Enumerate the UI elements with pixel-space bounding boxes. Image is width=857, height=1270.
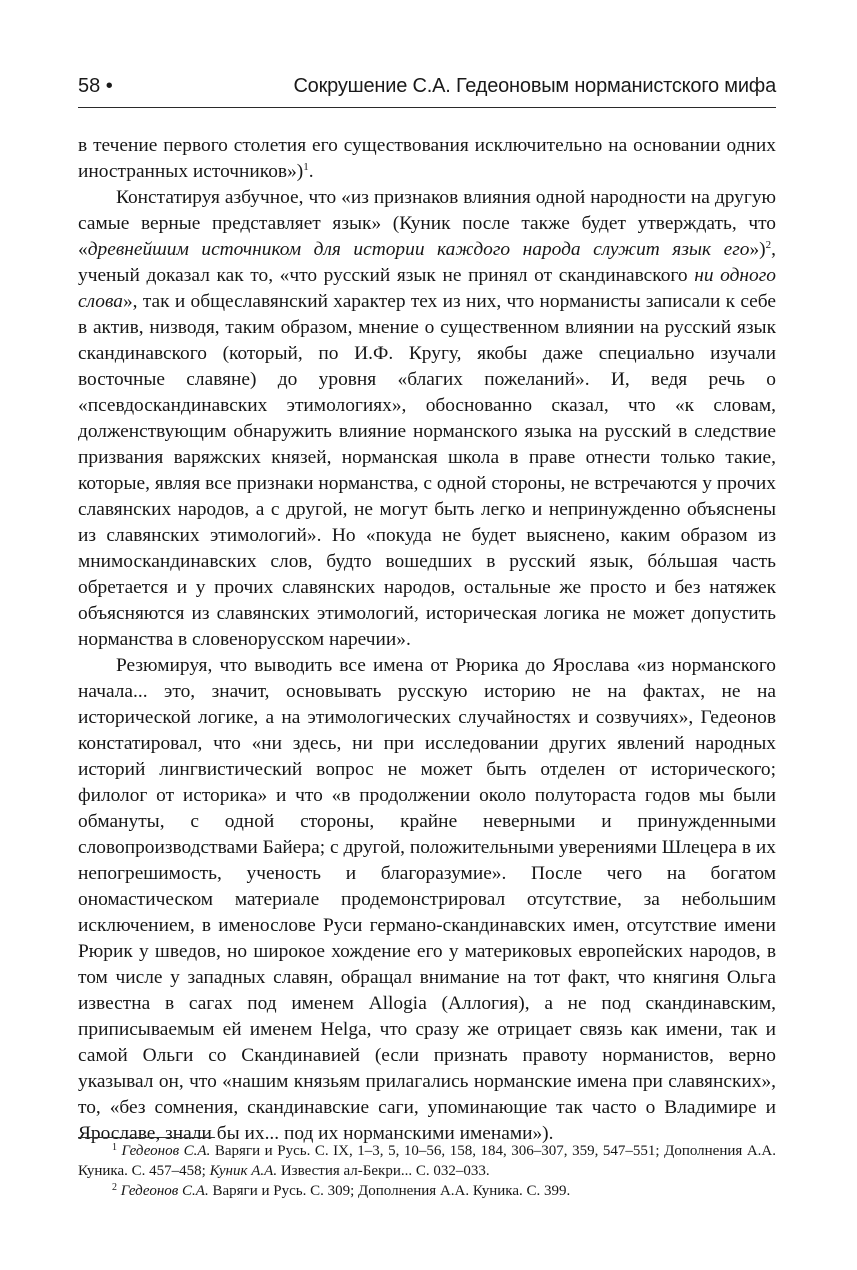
text-run: », так и общеславянский характер тех из них, что норманисты записали к себе в актив, низводя, таким образом, мнение о существенном влиянии на русский язык скандинавского (который, по И.Ф. Кругу, якобы даже специально изучали восточные славяне) до уровня «благих пожеланий». И, ведя речь о «псевдоскандинавских этимологиях», обоснованно сказал, что «к словам, долженствующим обнаружить влияние норманского языка на русский в следствие призвания варяжских князей, норманская школа в праве отнести только такие, которые, являя все признаки норманства, с одной стороны, не встречаются у прочих славянских народов, а с другой, не могут быть легко и непринужденно объяснены из славянских этимологий». Но «покуда не будет выяснено, каким образом из мнимоскандинавских слов, будто вошедших в русский язык, бóльшая часть обретается и у прочих славянских народов, остальные же просто и без натяжек объясняются из славянских этимологий, историческая логика не может допустить норманства в словенорусском наречии». (78, 291, 776, 650)
page-number: 58 • (78, 75, 113, 97)
footnote-ref: 2 (765, 239, 772, 251)
emphasis-text: древнейшим источником для истории каждого народа служит язык его (87, 239, 750, 260)
text-run: Резюмируя, что выводить все имена от Рюрика до Ярослава «из норманского начала... это, значит, основывать русскую историю не на фактах, не на исторической логике, а на этимологических случайностях и созвучиях», Гедеонов констатировал, что «ни здесь, ни при исследовании других явлений народных историй лингвистический вопрос не может быть отделен от исторического; филолог от историка» и что «в продолжении около полутораста годов мы были обмануты, с одной стороны, крайне неверными и принужденными словопроизводствами Байера; с другой, положительными уверениями Шлецера в их непогрешимость, ученость и благоразумие». После чего на богатом ономастическом материале продемонстрировал отсутствие, за небольшим исключением, в именослове Руси германо-скандинавских имен, отсутствие имени Рюрик у шведов, но широкое хождение его у материковых европейских народов, в том числе у западных славян, обращал внимание на тот факт, что княгиня Ольга известна в сагах под именем Allogia (Аллогия), а не под скандинавским, приписываемым ей именем Helga, что сразу же отрицает связь как имени, так и самой Ольги со Скандинавией (если признать правоту норманистов, верно указывал он, что «нашим князьям прилагались норманские имена при славянских», то, «без сомнения, скандинавские саги, упоминающие так часто о Владимире и Ярославе, знали бы их... под их норманскими именами»). (78, 655, 776, 1144)
running-title: Сокрушение С.А. Гедеоновым норманистского мифа (293, 75, 776, 97)
footnote-1 (78, 1141, 776, 1181)
running-header (78, 73, 776, 103)
text-run: , ученый доказал как то, «что русский язык не принял от скандинавского (78, 239, 776, 286)
text-run: Варяги и Русь. С. IX, 1–3, 5, 10–56, 158, 184, 306–307, 359, 547–551; Дополнения А.А. Куника. С. 457–458; (78, 1143, 776, 1179)
paragraph-3 (78, 653, 776, 1147)
footnote-ref: 1 (303, 161, 309, 173)
footnote-number: 1 (112, 1142, 117, 1153)
paragraph-1 (78, 133, 776, 185)
emphasis-text: ни одного слова (78, 265, 776, 312)
footnotes (78, 1141, 776, 1201)
text-run: ») (749, 239, 766, 260)
main-text (78, 133, 776, 1147)
paragraph-2 (78, 185, 776, 653)
text-run: Варяги и Русь. С. 309; Дополнения А.А. Куника. С. 399. (208, 1183, 571, 1199)
text-run: Известия ал-Бекри... С. 032–033. (277, 1163, 490, 1179)
text-run: в течение первого столетия его существования исключительно на основании одних иностранных источников») (78, 135, 776, 182)
footnote-rule (78, 1137, 215, 1138)
text-run: . (308, 161, 314, 182)
footnote-2 (78, 1181, 776, 1201)
emphasis-text: Куник А.А. (209, 1163, 278, 1179)
header-rule (78, 107, 776, 108)
emphasis-text: Гедеонов С.А. (120, 1183, 209, 1199)
emphasis-text: Гедеонов С.А. (121, 1143, 211, 1159)
footnote-number: 2 (112, 1182, 117, 1193)
text-run: Констатируя азбучное, что «из признаков влияния одной народности на другую самые верные представляет язык» (Куник после также будет утверждать, что « (78, 187, 776, 260)
